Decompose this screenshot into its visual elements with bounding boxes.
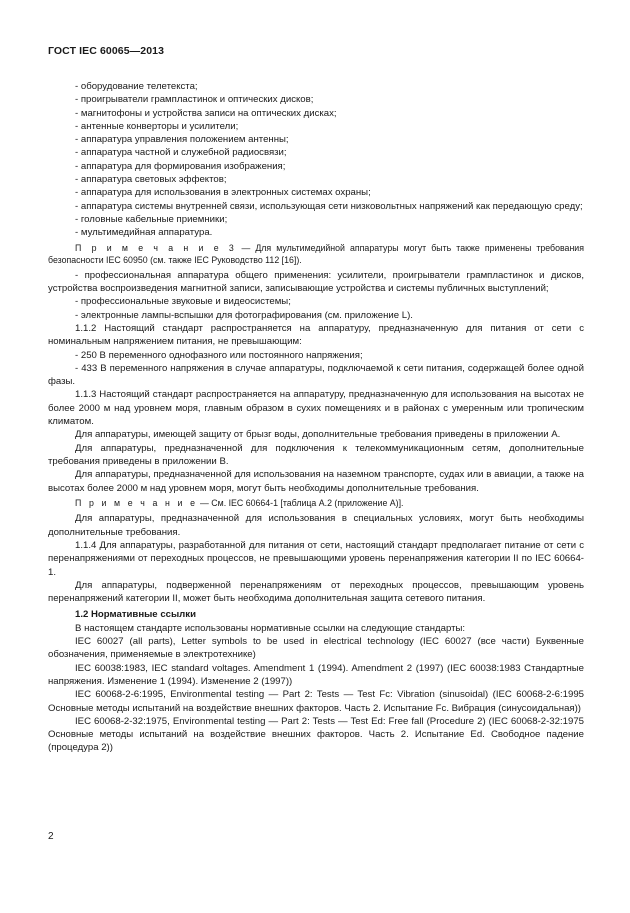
reference-item: IEC 60038:1983, IEC standard voltages. Amendment 1 (1994). Amendment 2 (1997) (IEC 60038:1983 Стандартные напряжения. Изменение 1 (1994). Изменение 2 (1997)) — [48, 662, 584, 687]
page-number: 2 — [48, 831, 54, 842]
document-header: ГОСТ IEC 60065—2013 — [48, 45, 165, 57]
list-item: - аппаратура световых эффектов; — [75, 174, 227, 186]
list-item: - головные кабельные приемники; — [75, 213, 228, 225]
note-label: П р и м е ч а н и е 3 — [75, 242, 237, 253]
paragraph: Для аппаратуры, имеющей защиту от брызг воды, дополнительные требования приведены в приложении А. — [75, 429, 561, 441]
note-3 — [48, 242, 584, 267]
reference-item: IEC 60027 (all parts), Letter symbols to be used in electrical technology (IEC 60027 (все части) Буквенные обозначения, применяемые в электротехнике) — [48, 636, 584, 661]
note-label: П р и м е ч а н и е — [75, 497, 198, 508]
list-item: - аппаратура для формирования изображения; — [75, 160, 286, 172]
list-item: - электронные лампы-вспышки для фотографирования (см. приложение L). — [75, 309, 413, 321]
list-item: - аппаратура системы внутренней связи, использующая сети низковольтных напряжений как передающую среду; — [75, 200, 583, 212]
list-item: - проигрыватели грампластинок и оптических дисков; — [75, 94, 314, 106]
document-body — [48, 80, 584, 755]
paragraph: Для аппаратуры, предназначенной для подключения к телекоммуникационным сетям, дополнительные требования приведены в приложении В. — [48, 442, 584, 467]
paragraph: Для аппаратуры, предназначенной для использования в специальных условиях, могут быть необходимы дополнительные требования. — [48, 513, 584, 538]
reference-item: IEC 60068-2-6:1995, Environmental testing — Part 2: Tests — Test Fc: Vibration (sinusoidal) (IEC 60068-2-6:1995 Основные методы испытаний на воздействие внешних факторов. Часть 2. Испытание Fc. Вибрация (синусоидальная)) — [48, 689, 584, 714]
paragraph: В настоящем стандарте использованы нормативные ссылки на следующие стандарты: — [75, 622, 466, 634]
section-heading: 1.2 Нормативные ссылки — [75, 609, 196, 621]
list-item: - профессиональная аппаратура общего применения: усилители, проигрыватели грампластинок и дисков, устройства воспроизведения магнитной записи, записывающие устройства и системы публичных выступлений; — [48, 269, 584, 295]
list-item: - магнитофоны и устройства записи на оптических дисках; — [75, 107, 337, 119]
list-item: - 433 В переменного напряжения в случае аппаратуры, подключаемой к сети питания, содержащей более одной фазы. — [48, 362, 584, 388]
reference-item: IEC 60068-2-32:1975, Environmental testing — Part 2: Tests — Test Ed: Free fall (Procedure 2) (IEC 60068-2-32:1975 Основные методы испытаний на воздействие внешних факторов. Часть 2. Испытание Ed. Свободное падение (процедура 2)) — [48, 715, 584, 754]
list-item: - мультимедийная аппаратура. — [75, 227, 213, 239]
list-item: - антенные конверторы и усилители; — [75, 120, 239, 132]
clause-1-1-3: 1.1.3 Настоящий стандарт распространяется на аппаратуру, предназначенную для использования на высотах не более 2000 м над уровнем моря, главным образом в сухих помещениях и в районах с умеренным или тропическим климатом. — [48, 389, 584, 428]
clause-1-1-2: 1.1.2 Настоящий стандарт распространяется на аппаратуру, предназначенную для питания от сети с номинальным напряжением питания, не превышающим: — [48, 322, 584, 348]
paragraph: Для аппаратуры, подверженной перенапряжениям от переходных процессов, превышающим уровень перенапряжений категории II, может быть необходима дополнительная защита сетевого питания. — [48, 579, 584, 605]
list-item: - аппаратура для использования в электронных системах охраны; — [75, 187, 371, 199]
list-item: - профессиональные звуковые и видеосистемы; — [75, 296, 291, 308]
list-item: - оборудование телетекста; — [75, 81, 198, 92]
list-item: - 250 В переменного однофазного или постоянного напряжения; — [75, 349, 363, 361]
note-text: — См. IEC 60664-1 [таблица А.2 (приложение А)]. — [197, 497, 404, 508]
clause-1-1-4: 1.1.4 Для аппаратуры, разработанной для питания от сети, настоящий стандарт предполагает питание от сети с перенапряжениями от переходных процессов, не превышающими уровень перенапряжения категории II по IEC 60664-1. — [48, 539, 584, 578]
list-item: - аппаратура управления положением антенны; — [75, 134, 289, 146]
paragraph: Для аппаратуры, предназначенной для использования на наземном транспорте, судах или в авиации, а также на высотах более 2000 м над уровнем моря, могут быть необходимы дополнительные требования. — [48, 469, 584, 494]
list-item: - аппаратура частной и служебной радиосвязи; — [75, 147, 287, 159]
note-text: — Для мультимедийной аппаратуры могут быть также применены требования безопасности IEC 60950 (см. также IEC Руководство 112 [16]). — [48, 242, 584, 266]
note — [48, 497, 584, 510]
